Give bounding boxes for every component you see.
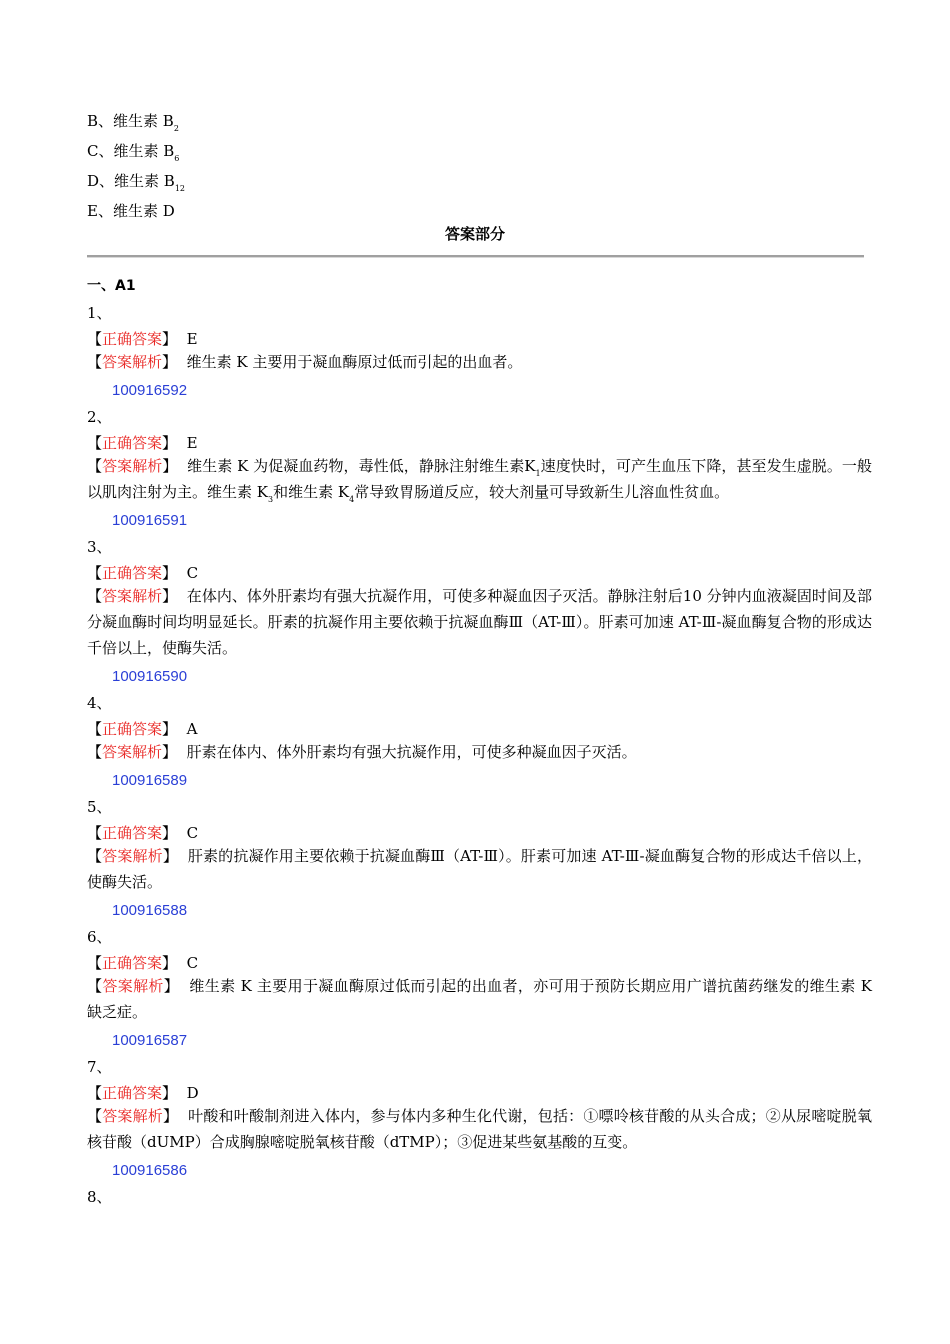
item-number: 2、 <box>87 408 112 426</box>
question-id-link[interactable]: 100916591 <box>112 512 188 529</box>
item-number: 1、 <box>87 304 112 322</box>
item-number: 5、 <box>87 798 112 816</box>
item-number: 4、 <box>87 694 112 712</box>
analysis-row: 【答案解析】 在体内、体外肝素均有强大抗凝作用，可使多种凝血因子灭活。静脉注射后10 分钟内血液凝固时间及部分凝血酶时间均明显延长。肝素的抗凝作用主要依赖于抗凝血酶Ⅲ（AT-Ⅲ）。肝素可加速 AT-Ⅲ-凝血酶复合物的形成达千倍以上，使酶失活。 <box>87 587 872 657</box>
question-id-link[interactable]: 100916588 <box>112 902 188 919</box>
question-id-link[interactable]: 100916587 <box>112 1032 188 1049</box>
option-d: D、维生素 $B_{12}$ <box>87 172 186 193</box>
item-number: 7、 <box>87 1058 112 1076</box>
correct-answer-row: 【正确答案】 C <box>87 564 199 582</box>
correct-answer-row: 【正确答案】 E <box>87 434 198 452</box>
analysis-row: 【答案解析】 维生素 K 主要用于凝血酶原过低而引起的出血者。 <box>87 353 523 371</box>
correct-answer-row: 【正确答案】 A <box>87 720 198 738</box>
correct-answer-row: 【正确答案】 E <box>87 330 198 348</box>
correct-answer-row: 【正确答案】 C <box>87 824 199 842</box>
item-number: 3、 <box>87 538 112 556</box>
correct-answer-row: 【正确答案】 D <box>87 1084 199 1102</box>
question-id-link[interactable]: 100916592 <box>112 382 188 399</box>
option-b: B、维生素 $B_2$ <box>87 112 179 133</box>
item-number: 8、 <box>87 1188 112 1206</box>
answer-section-title: 答案部分 <box>444 225 505 243</box>
analysis-row: 【答案解析】 肝素在体内、体外肝素均有强大抗凝作用，可使多种凝血因子灭活。 <box>87 743 637 761</box>
question-id-link[interactable]: 100916590 <box>112 668 188 685</box>
analysis-row: 【答案解析】 维生素 K 为促凝血药物，毒性低，静脉注射维生素$K_1$速度快时，可产生血压下降，甚至发生虚脱。一般以肌肉注射为主。维生素 $K_3$和维生素 $K_4$常导致胃肠道反应，较大剂量可导致新生儿溶血性贫血。 <box>87 457 872 504</box>
question-id-link[interactable]: 100916586 <box>112 1162 188 1179</box>
section-label: 一、A1 <box>87 278 136 294</box>
analysis-row: 【答案解析】 维生素 K 主要用于凝血酶原过低而引起的出血者，亦可用于预防长期应用广谱抗菌药继发的维生素 K 缺乏症。 <box>87 977 872 1021</box>
analysis-row: 【答案解析】 肝素的抗凝作用主要依赖于抗凝血酶Ⅲ（AT-Ⅲ）。肝素可加速 AT-Ⅲ-凝血酶复合物的形成达千倍以上，使酶失活。 <box>87 847 872 891</box>
correct-answer-row: 【正确答案】 C <box>87 954 199 972</box>
question-id-link[interactable]: 100916589 <box>112 772 188 789</box>
analysis-row: 【答案解析】 叶酸和叶酸制剂进入体内，参与体内多种生化代谢，包括：①嘌呤核苷酸的从头合成；②从尿嘧啶脱氧核苷酸（dUMP）合成胸腺嘧啶脱氧核苷酸（dTMP）；③促进某些氨基酸的互变。 <box>87 1107 872 1151</box>
divider <box>87 255 864 258</box>
option-c: C、维生素 $B_6$ <box>87 142 180 163</box>
option-e: E、维生素 D <box>87 202 175 220</box>
item-number: 6、 <box>87 928 112 946</box>
